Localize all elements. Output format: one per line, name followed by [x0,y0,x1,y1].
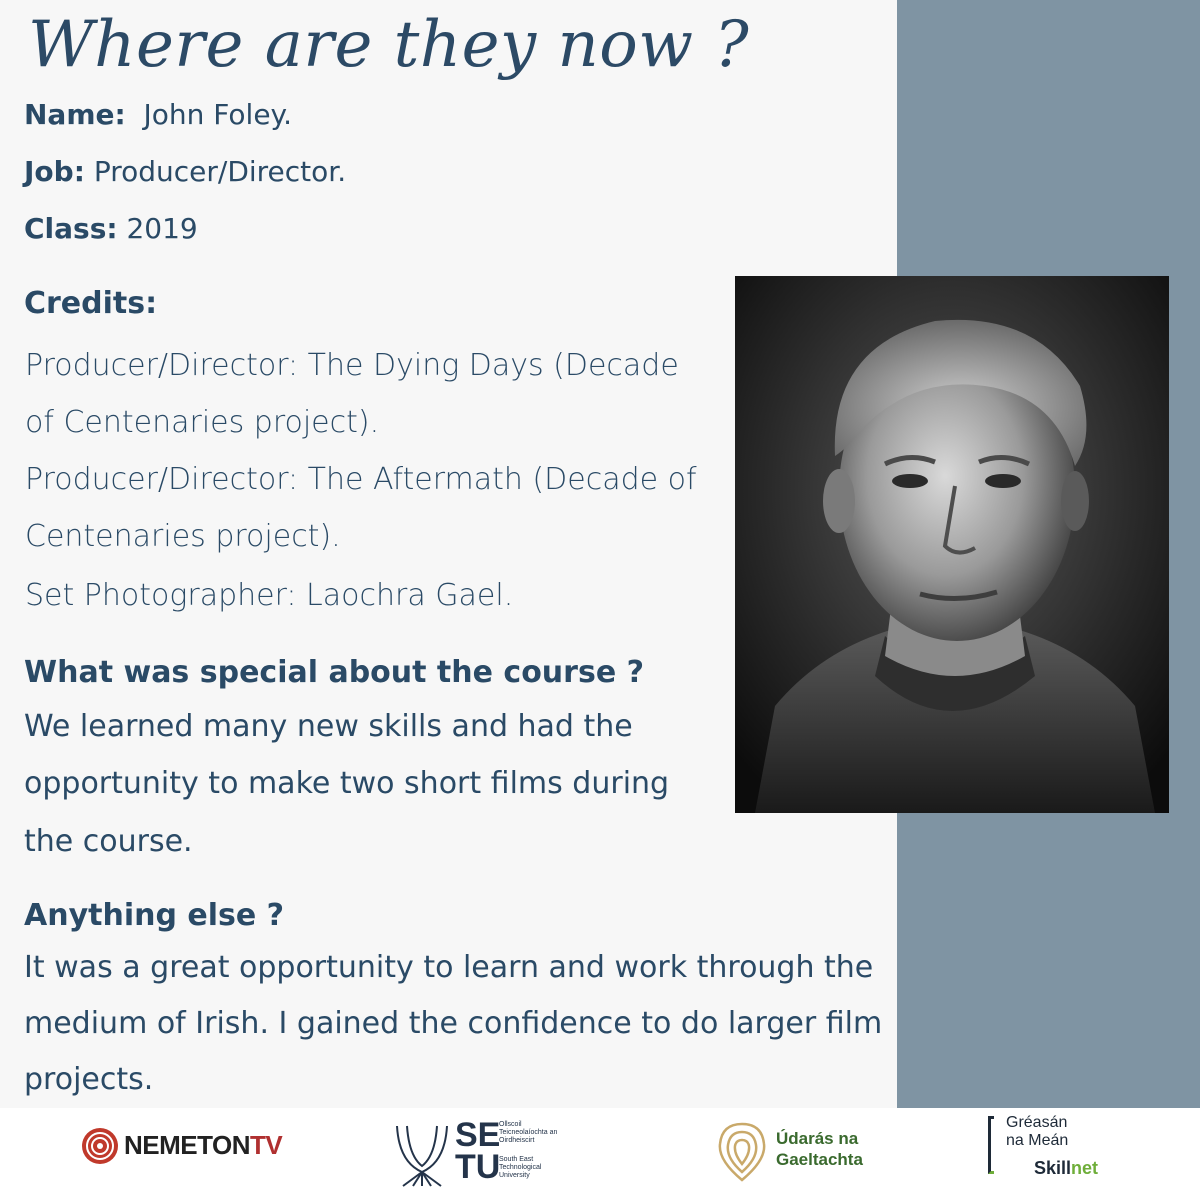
nemeton-wordmark: NEMETONTV [124,1130,283,1160]
class-row [24,212,198,245]
anything-else-heading: Anything else ? [24,898,285,933]
setu-irish-name: Ollscoil Teicneolaíochta an Oirdheiscirt [499,1121,558,1144]
job-label: Job: [24,155,85,188]
bracket-icon [988,1116,994,1174]
anything-else-text-line: It was a great opportunity to learn and work through the [24,950,874,985]
setu-emblem-icon [393,1122,451,1188]
udaras-knot-icon [714,1120,770,1182]
setu-logo [393,1118,563,1198]
greasan-name: Gréasán na Meán [1006,1114,1069,1149]
credit-line: Producer/Director: The Dying Days (Decade [25,348,679,383]
page-title: Where are they now ? [28,8,750,82]
job-row [24,155,346,188]
greasan-skillnet-logo [986,1112,1116,1192]
nemeton-tv-logo [80,1124,283,1168]
udaras-name: Údarás na Gaeltachta [776,1129,863,1169]
class-value: 2019 [126,212,198,245]
name-label: Name: [24,98,126,131]
credit-line: Set Photographer: Laochra Gael. [25,578,514,613]
credit-line: Centenaries project). [25,519,341,554]
credit-line: Producer/Director: The Aftermath (Decade of [25,462,697,497]
credit-line: of Centenaries project). [25,405,380,440]
name-row [24,98,292,131]
special-text-line: opportunity to make two short films during [24,766,670,801]
udaras-logo [714,1120,894,1186]
portrait-icon [735,276,1169,813]
anything-else-text-line: projects. [24,1062,154,1097]
nemeton-spiral-icon [80,1126,120,1166]
job-value: Producer/Director. [93,155,347,188]
name-value: John Foley. [143,98,293,131]
anything-else-text-line: medium of Irish. I gained the confidence to do larger film [24,1006,883,1041]
special-text-line: the course. [24,824,193,859]
setu-english-name: South East Technological University [499,1156,542,1179]
credits-heading: Credits: [24,286,158,321]
setu-tu-text: TU [455,1148,501,1186]
special-text-line: We learned many new skills and had the [24,709,633,744]
skillnet-wordmark: Skillnet [1034,1158,1099,1178]
portrait-photo [735,276,1169,813]
special-heading: What was special about the course ? [24,655,645,690]
setu-se-text: SE [455,1116,501,1154]
class-label: Class: [24,212,118,245]
